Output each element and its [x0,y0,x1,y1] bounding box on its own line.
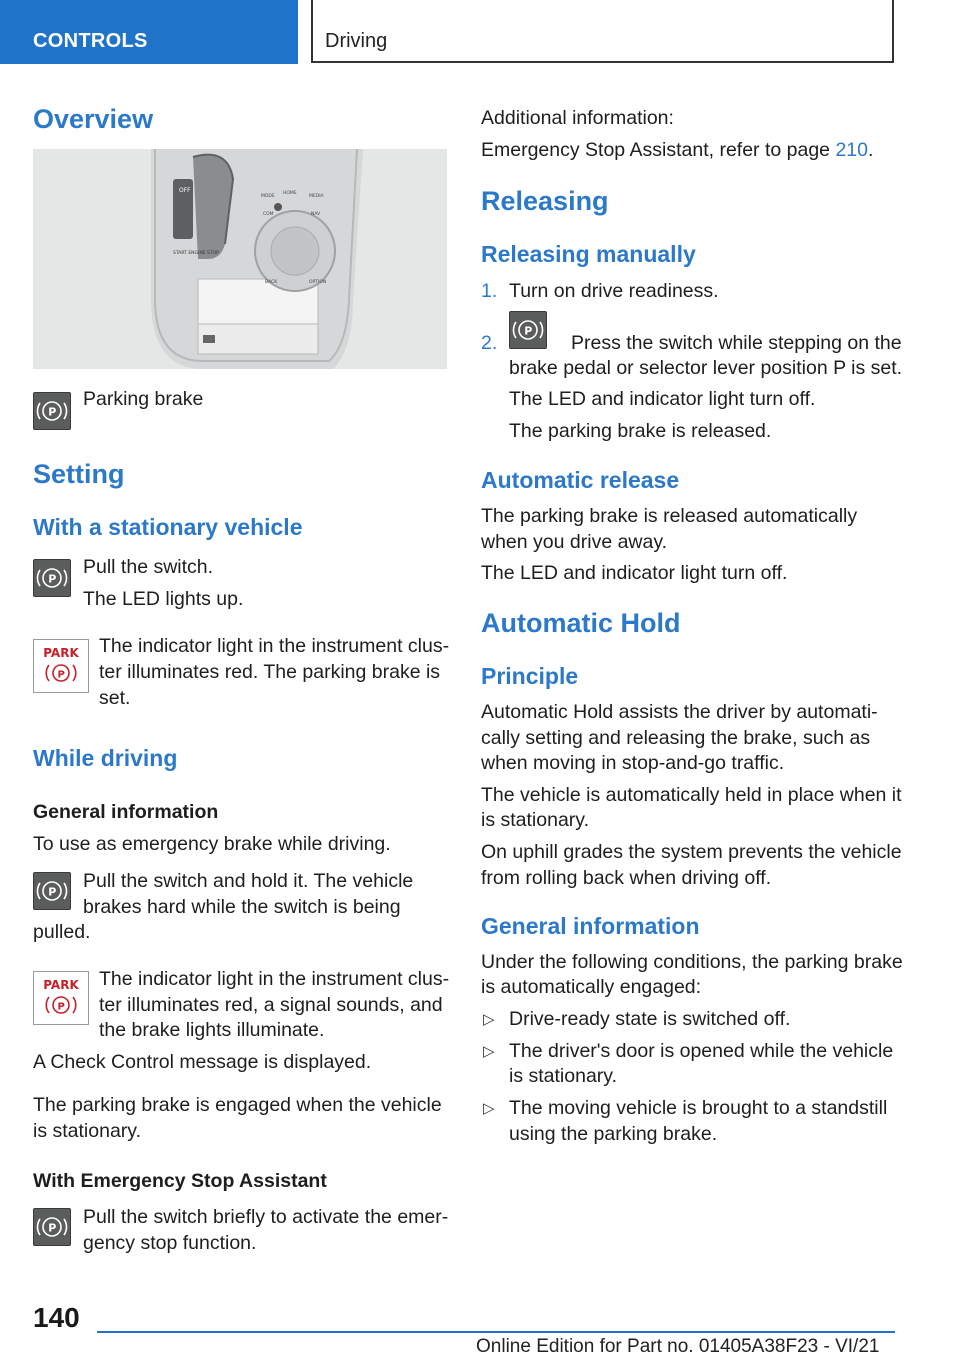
principle-f: On uphill grades the system prevents the vehicle [481,841,902,863]
release-switch-icon [509,311,547,349]
engaged-a: The parking brake is engaged when the vehicle [33,1094,442,1116]
photo-label-media: MEDIA [309,194,324,199]
step-1-text: Turn on drive readiness. [509,280,719,302]
park-icon-text-2: PARK [43,978,79,992]
auto-release-b: when you drive away. [481,531,668,553]
releasing-heading: Releasing [481,186,609,216]
photo-label-option: OPTION [309,280,327,285]
pull-hold-b: brakes hard while the switch is being [83,896,401,918]
esa-subheading: With Emergency Stop Assistant [33,1170,327,1192]
automatic-hold-heading: Automatic Hold [481,608,681,638]
photo-label-off: OFF [179,187,191,194]
header-section-label: CONTROLS [33,30,148,52]
esa-reference-suffix: . [867,139,874,161]
esa-reference-prefix: Emergency Stop Assistant, refer to page [481,139,836,161]
bullet-2b: is stationary. [509,1065,618,1087]
esa-switch-icon [33,1208,71,1246]
bullet-marker: ▷ [483,1100,495,1117]
photo-label-com: COM [263,212,274,217]
park-icon-text: PARK [43,646,79,660]
parking-brake-switch-icon [33,559,71,597]
auto-release-a: The parking brake is released automatically [481,505,858,527]
step-2-text-d: The parking brake is released. [509,420,772,442]
gi-text-b: is automatically engaged: [481,976,702,998]
bullet-3a: The moving vehicle is brought to a standstill [509,1097,888,1119]
svg-text:P: P [48,885,57,899]
svg-text:P: P [48,572,57,586]
step-1-number: 1. [481,280,498,302]
park-indicator-icon-2 [33,971,89,1025]
photo-label-start: START ENGINE STOP [173,251,219,256]
svg-text:P: P [57,669,65,681]
additional-info: Additional information: [481,107,674,129]
principle-b: cally setting and releasing the brake, such as [481,727,871,749]
step-2-text-b: brake pedal or selector lever position P is set. [509,357,903,379]
photo-label-home: HOME [283,191,297,196]
park-text-2c: the brake lights illuminate. [99,1019,325,1041]
gear-console-photo [33,149,447,369]
step-2-text-c: The LED and indicator light turn off. [509,388,816,410]
bullet-marker: ▷ [483,1043,495,1060]
footer-edition: Online Edition for Part no. 01405A38F23 - VI/21 [476,1336,880,1357]
park-text-2b: ter illuminates red, a signal sounds, and [99,994,443,1016]
esa-reference [481,137,873,163]
overview-heading: Overview [33,104,154,134]
auto-release-c: The LED and indicator light turn off. [481,562,788,584]
bullet-marker: ▷ [483,1011,495,1028]
parking-brake-icon [33,392,71,430]
esa-text-a: Pull the switch briefly to activate the emer‐ [83,1206,449,1228]
svg-text:P: P [57,1001,65,1013]
svg-text:P: P [48,405,57,419]
header-chapter-label: Driving [325,30,388,52]
park-indicator-icon [33,639,89,693]
general-info-subheading: General information [33,801,219,823]
esa-text-b: gency stop function. [83,1232,257,1254]
general-information-heading: General information [481,913,700,939]
principle-d: The vehicle is automatically held in place when it [481,784,902,806]
bullet-3b: using the parking brake. [509,1123,718,1145]
parking-brake-label: Parking brake [83,388,204,410]
photo-label-nav: NAV [311,212,321,217]
stationary-pull: Pull the switch. [83,556,214,578]
park-text-1c: set. [99,687,131,709]
principle-heading: Principle [481,663,579,689]
general-info-text: To use as emergency brake while driving. [33,833,391,855]
setting-heading: Setting [33,459,125,489]
esa-page-link[interactable]: 210 [835,139,868,161]
principle-e: is stationary. [481,809,590,831]
stationary-led: The LED lights up. [83,588,244,610]
stationary-heading: With a stationary vehicle [33,514,303,540]
automatic-release-heading: Automatic release [481,467,680,493]
page-number: 140 [33,1302,80,1333]
step-2-text-a: Press the switch while stepping on the [571,332,902,354]
step-2-number: 2. [481,332,498,354]
pull-hold-c: pulled. [33,921,91,943]
park-text-2a: The indicator light in the instrument clus‐ [99,968,450,990]
emergency-brake-switch-icon [33,872,71,910]
console-illustration [33,149,447,369]
pull-hold-a: Pull the switch and hold it. The vehicle [83,870,414,892]
header-chapter-box [311,0,894,63]
photo-label-mode: MODE [261,194,275,199]
park-text-1b: ter illuminates red. The parking brake is [99,661,441,683]
park-text-1a: The indicator light in the instrument clus‐ [99,635,450,657]
bullet-2a: The driver's door is opened while the vehicle [509,1040,894,1062]
photo-label-back: BACK [265,280,278,285]
gi-text-a: Under the following conditions, the parking brake [481,951,903,973]
bullet-1: Drive-ready state is switched off. [509,1008,791,1030]
principle-a: Automatic Hold assists the driver by automati‐ [481,701,878,723]
svg-text:P: P [48,1221,57,1235]
while-driving-heading: While driving [33,745,178,771]
principle-c: when moving in stop-and-go traffic. [481,752,785,774]
check-control-text: A Check Control message is displayed. [33,1051,372,1073]
principle-g: from rolling back when driving off. [481,867,772,889]
svg-text:P: P [524,324,533,338]
footer-rule [97,1331,895,1333]
engaged-b: is stationary. [33,1120,142,1142]
releasing-manually-heading: Releasing manually [481,241,696,267]
